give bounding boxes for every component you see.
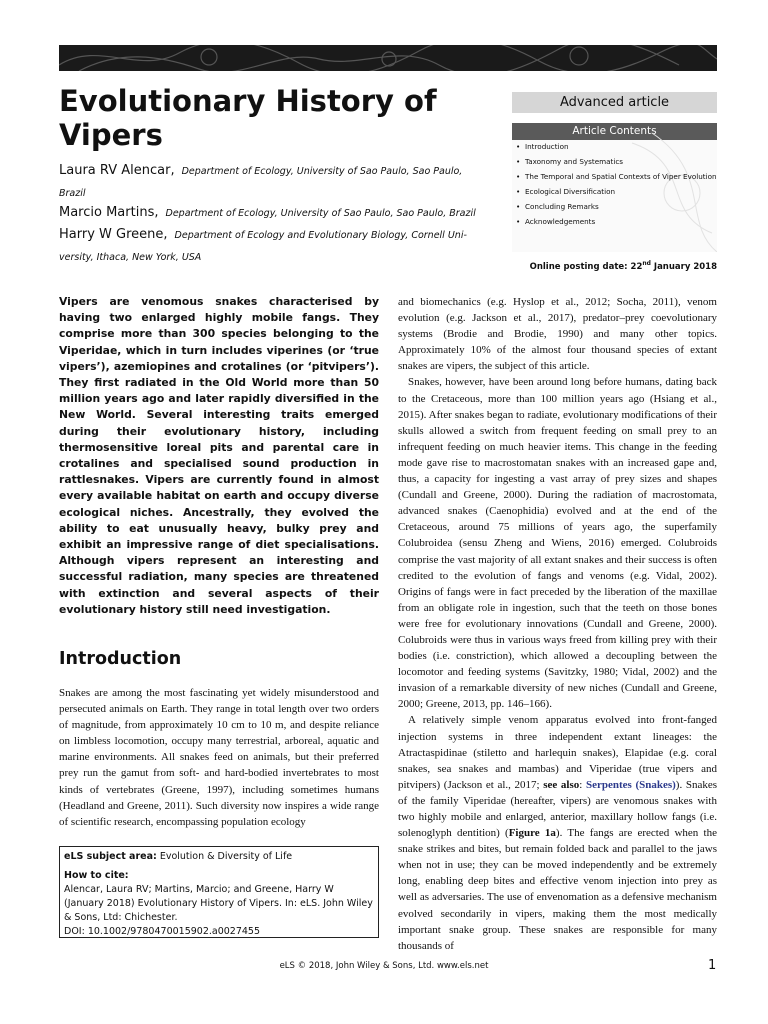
body-paragraph-2: Snakes, however, have been around long before humans, dating back to the Cretaceous, more than 100 million years ago (Hsiang et al., 2015). After snakes began to radiate, evolutionary modifications of their skulls allowed a switch from frequent feeding on small prey to an infrequent feeding on much heavier items. This change in the feeding mode gave rise to macrostomatan snakes with an increased gape and, thus, a capacity for ingesting a vast array of prey sizes and shapes (Cundall and Greene, 2000). During the radiation of macrostomata, advanced snakes (Caenophidia) evolved and at the end of the Cretaceous, around 75 millions of years ago, the superfamily Colubroidea (sensu Zheng and Wiens, 2016) emerged. Colubroids comprise the vast majority of all extant snakes and their success is often credited to the evolution of fangs and venoms (e.g. Vidal, 2002). Origins of fangs were in fact preceded by the liberation of the maxillae from an obligate role in ingestion, such that the teeth on those bones were free for evolutionary innovations (Cundall and Greene, 2000). Colubroids were thus in various ways freed from killing prey with their bodies (i.e. constriction), which allowed a decoupling between the locomotor and feeding systems (Savitzky, 1980; Vidal, 2002) and the invasion of a remarkable diversity of new niches (Cundall and Greene, 2000; Greene, 2013, pp. 146–166).	[398, 376, 717, 711]
p3-text-c: ). The fangs are erected when the snake strikes and bites, but remain folded back and parallel to the jaws when not in use; they can be moved independently and be extremely long, enabling deep bites and effective venom injection into prey as well as adversaries. The use of envenomation as a defensive mechanism evolved secondarily in vipers, making them the most medically important snake group. These snakes are responsible for many thousands of	[398, 827, 717, 952]
contents-item-taxonomy[interactable]: • Taxonomy and Systematics	[516, 157, 717, 166]
body-paragraph-1: and biomechanics (e.g. Hyslop et al., 2012; Socha, 2011), venom evolution (e.g. Jackson et al., 2017), predator–prey coevolutionary systems (Brodie and Brodie, 1990) and many other topics. Approximately 10% of the almost four thousand species of extant snakes are vipers, the subject of this article.	[398, 296, 717, 373]
title-line-2: Vipers	[59, 118, 163, 152]
author-affiliation: Department of Ecology and Evolutionary Biology, Cornell Uni-	[174, 230, 467, 241]
article-type-badge: Advanced article	[512, 92, 717, 113]
contents-list	[512, 140, 717, 226]
author-3	[59, 224, 484, 269]
posting-date-prefix: Online posting date: 22	[529, 261, 643, 272]
author-affiliation: Department of Ecology, University of Sao Paulo, Sao Paulo,	[181, 166, 463, 177]
article-contents-box	[512, 123, 717, 252]
subject-value: Evolution & Diversity of Life	[156, 851, 293, 862]
contents-item-ecological[interactable]: • Ecological Diversification	[516, 187, 717, 196]
article-title	[59, 84, 509, 152]
section-heading-introduction: Introduction	[59, 649, 182, 669]
decorative-swirl-pattern	[59, 45, 717, 71]
contents-item-acknowledgements[interactable]: • Acknowledgements	[516, 217, 717, 226]
author-affiliation: Department of Ecology, University of Sao Paulo, Sao Paulo, Brazil	[165, 208, 476, 219]
body-paragraph-3	[398, 712, 717, 953]
contents-item-temporal-spatial[interactable]: • The Temporal and Spatial Contexts of Viper Evolution	[516, 172, 717, 181]
author-name: Laura RV Alencar,	[59, 163, 175, 178]
title-line-1: Evolutionary History of	[59, 84, 437, 118]
author-2	[59, 202, 484, 225]
article-sidebar	[512, 92, 717, 252]
right-column	[398, 294, 717, 954]
citation-info-box	[59, 846, 379, 938]
contents-item-introduction[interactable]: • Introduction	[516, 142, 717, 151]
page-footer: eLS © 2018, John Wiley & Sons, Ltd. www.els.net	[279, 961, 489, 971]
abstract: Vipers are venomous snakes characterised by having two enlarged highly mobile fangs. They comprise more than 300 species belonging to the Viperidae, which in turn includes viperines (or ‘true vipers’), azemiopines and crotalines (or ‘pitvipers’). They first radiated in the Old World more than 50 million years ago and later rapidly diversified in the New World. Several interesting traits emerged during their evolutionary history, including thermosensitive loreal pits and parental care in crotalines and specialised sound production in rattlesnakes. Vipers are currently found in almost every available habitat on earth and occupy diverse ecological niches. Ancestrally, they evolved the ability to eat unusually heavy, bulky prey and exhibit an impressive range of diet specialisations. Although vipers represent an interesting and successful radiation, many species are threatened with extinction and several aspects of their evolutionary history still need investigation.	[59, 295, 379, 616]
author-affiliation-cont: Brazil	[59, 188, 86, 199]
cite-text: Alencar, Laura RV; Martins, Marcio; and Greene, Harry W (January 2018) Evolutionary History of Vipers. In: eLS. John Wiley & Sons, Ltd: Chichester.	[64, 884, 373, 923]
author-name: Harry W Greene,	[59, 227, 168, 242]
figure-1a-ref[interactable]: Figure 1a	[508, 827, 556, 840]
serpentes-link[interactable]: Serpentes (Snakes)	[585, 778, 676, 791]
posting-date	[530, 260, 717, 272]
p3-text-b: ). Snakes of the family Viperidae (hereafter, vipers) are venomous snakes with two highly mobile and enlarged, anterior, maxillary hollow fangs (i.e. solenoglyph dentition) (	[398, 778, 718, 840]
author-name: Marcio Martins,	[59, 205, 159, 220]
subject-label: eLS subject area:	[64, 851, 157, 862]
subject-area	[64, 850, 374, 864]
cite-label: How to cite:	[64, 870, 129, 881]
posting-date-suffix: January 2018	[650, 261, 717, 272]
intro-paragraph: Snakes are among the most fascinating yet widely misunderstood and persecuted animals on Earth. They range in total length over two orders of magnitude, from approximately 10 cm to 10 m, and despite reliance on limbless locomotion, occupy many terrestrial, arboreal, aquatic and marine environments. All snakes feed on animals, but their preferred prey run the gamut from soft- and hard-bodied invertebrates to most kinds of vertebrates (Greene, 1997), including sometimes humans (Headland and Greene, 2011). Such diversity now inspires a wide range of scientific research, encompassing population ecology	[59, 687, 379, 828]
contents-title: Article Contents	[512, 123, 717, 140]
contents-item-concluding[interactable]: • Concluding Remarks	[516, 202, 717, 211]
posting-date-sup: nd	[642, 260, 651, 267]
p3-colon: :	[579, 778, 586, 791]
see-also-label: see also	[543, 778, 580, 791]
author-1	[59, 160, 484, 205]
doi[interactable]: DOI: 10.1002/9780470015902.a0027455	[64, 926, 261, 937]
author-affiliation-cont: versity, Ithaca, New York, USA	[59, 252, 202, 263]
page-number: 1	[708, 958, 717, 973]
header-banner	[59, 45, 717, 71]
p3-text-a: A relatively simple venom apparatus evolved into front-fanged injection systems in three independent extant lineages: the Atractaspidinae (stiletto and harlequin snakes), Elapidae (e.g. coral snakes, sea snakes and mambas) and Viperidae (true vipers and pitvipers) (Jackson et al., 2017;	[398, 714, 717, 791]
